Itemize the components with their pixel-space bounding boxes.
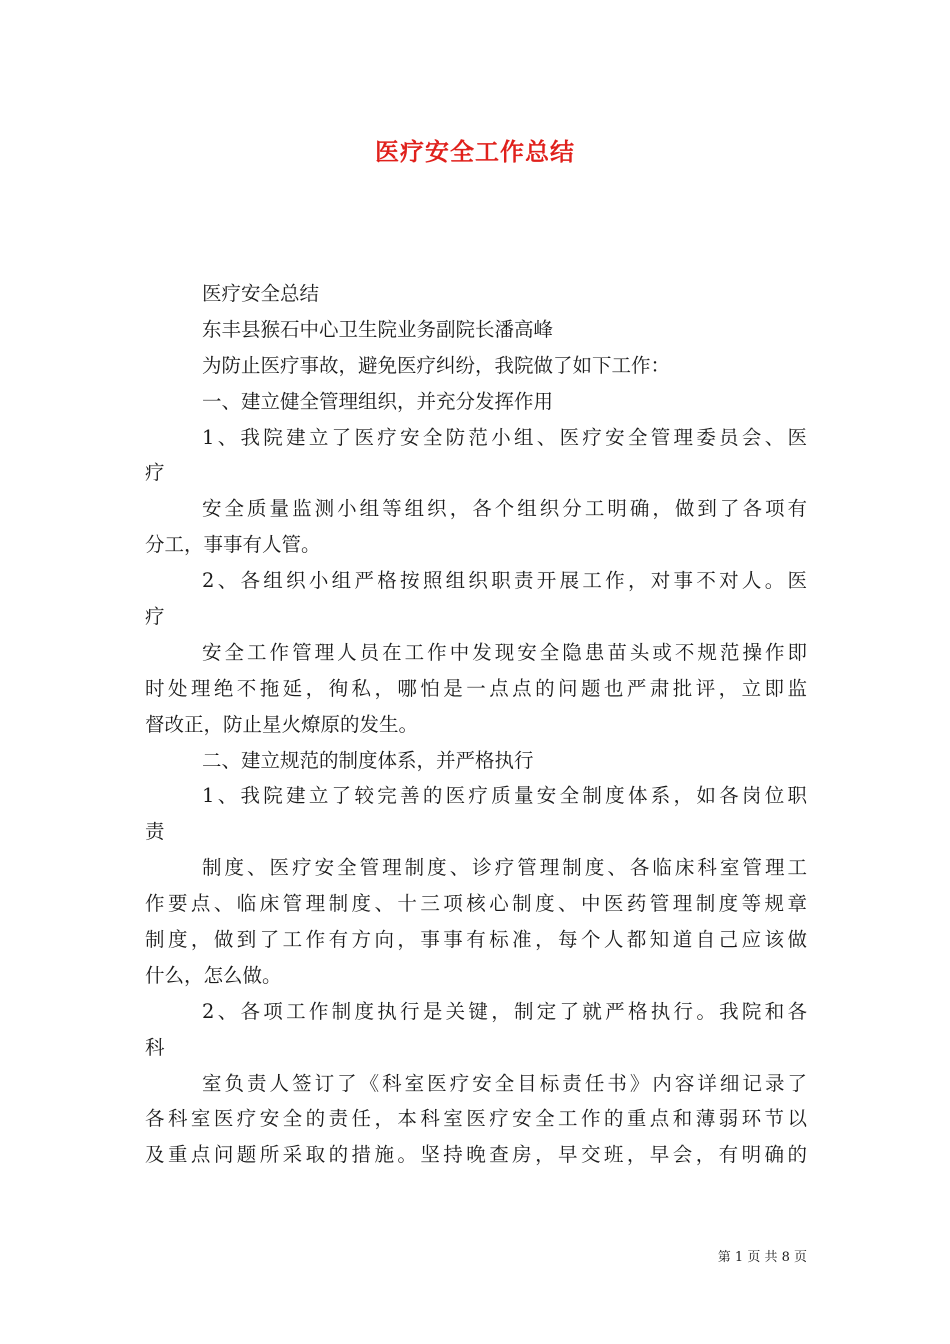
paragraph-line: 什么，怎么做。: [145, 963, 282, 987]
document-body: [145, 276, 807, 1173]
paragraph-line: 分工，事事有人管。: [145, 533, 321, 557]
paragraph-line: 为防止医疗事故，避免医疗纠纷，我院做了如下工作：: [202, 353, 671, 377]
paragraph-line: 安全工作管理人员在工作中发现安全隐患苗头或不规范操作即: [202, 640, 807, 664]
paragraph-line: 室负责人签订了《科室医疗安全目标责任书》内容详细记录了: [202, 1071, 807, 1095]
paragraph-line: 2、各项工作制度执行是关键，制定了就严格执行。我院和各: [202, 999, 807, 1023]
section-heading: 二、建立规范的制度体系，并严格执行: [202, 748, 534, 772]
paragraph-line: 1、我院建立了医疗安全防范小组、医疗安全管理委员会、医: [202, 425, 807, 449]
paragraph-line: 疗: [145, 605, 165, 629]
paragraph-line: 督改正，防止星火燎原的发生。: [145, 712, 419, 736]
paragraph-line: 制度、医疗安全管理制度、诊疗管理制度、各临床科室管理工: [202, 856, 807, 880]
page-number: 第 1 页 共 8 页: [717, 1250, 807, 1265]
paragraph-line: 疗: [145, 461, 165, 485]
section-heading: 一、建立健全管理组织，并充分发挥作用: [202, 389, 554, 413]
paragraph-line: 2、各组织小组严格按照组织职责开展工作，对事不对人。医: [202, 569, 807, 593]
paragraph-line: 责: [145, 820, 165, 844]
paragraph-line: 1、我院建立了较完善的医疗质量安全制度体系，如各岗位职: [202, 784, 807, 808]
paragraph-line: 及重点问题所采取的措施。坚持晚查房，早交班，早会，有明确的: [145, 1143, 807, 1167]
document-title: 医疗安全工作总结: [375, 137, 575, 166]
paragraph-line: 安全质量监测小组等组织，各个组织分工明确，做到了各项有: [202, 497, 807, 521]
paragraph-line: 时处理绝不拖延，徇私，哪怕是一点点的问题也严肃批评，立即监: [145, 676, 807, 700]
paragraph-line: 东丰县猴石中心卫生院业务副院长潘高峰: [202, 317, 554, 341]
paragraph-line: 作要点、临床管理制度、十三项核心制度、中医药管理制度等规章: [145, 892, 807, 916]
paragraph-line: 制度，做到了工作有方向，事事有标准，每个人都知道自己应该做: [145, 928, 807, 952]
paragraph-line: 各科室医疗安全的责任，本科室医疗安全工作的重点和薄弱环节以: [145, 1107, 807, 1131]
paragraph-line: 科: [145, 1035, 165, 1059]
paragraph-line: 医疗安全总结: [202, 282, 320, 305]
